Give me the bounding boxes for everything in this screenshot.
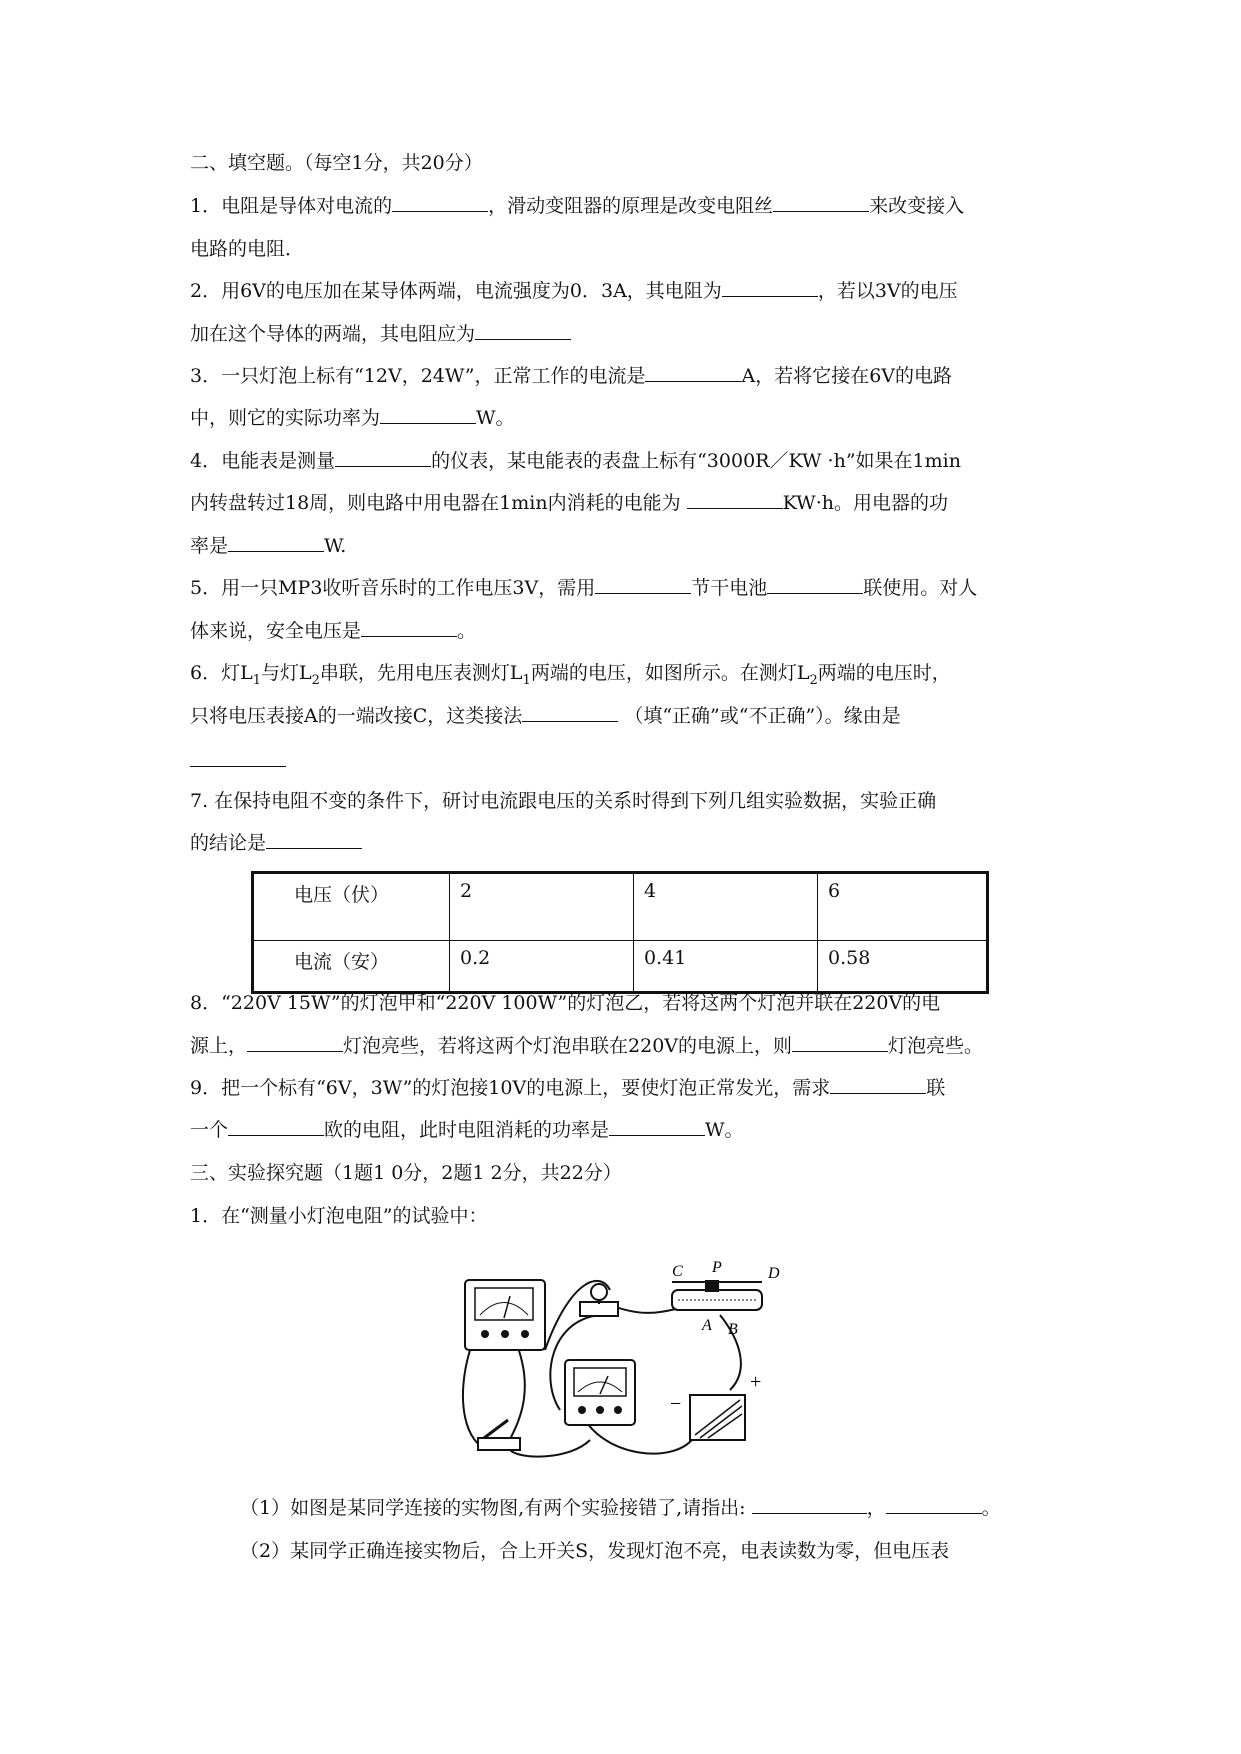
table-cell: 6 (818, 873, 988, 941)
answer-blank[interactable] (228, 533, 324, 552)
label-b: B (728, 1321, 738, 1338)
answer-blank[interactable] (830, 1075, 926, 1094)
answer-blank[interactable] (792, 1033, 888, 1052)
answer-blank[interactable] (722, 278, 818, 297)
question-3-line-1: 3．一只灯泡上标有“12V，24W”，正常工作的电流是 A，若将它接在6V的电路 (190, 365, 953, 387)
question-4-line-2: 内转盘转过18周，则电路中用电器在1min内消耗的电能为 KW·h。用电器的功 (190, 492, 948, 514)
answer-blank[interactable] (266, 830, 362, 849)
table-cell: 电流（安） (253, 941, 450, 993)
question-8-line-1: 8．“220V 15W”的灯泡甲和“220V 100W”的灯泡乙，若将这两个灯泡并联在220V的电 (190, 992, 941, 1014)
question-5-line-1: 5．用一只MP3收听音乐时的工作电压3V，需用 节干电池 联使用。对人 (190, 577, 978, 599)
label-a: A (702, 1317, 712, 1334)
voltmeter-icon (565, 1360, 635, 1425)
answer-blank[interactable] (522, 703, 618, 722)
label-minus: − (670, 1393, 682, 1415)
question-7-line-1: 7. 在保持电阻不变的条件下，研讨电流跟电压的关系时得到下列几组实验数据，实验正确 (190, 790, 937, 812)
rheostat-icon (672, 1280, 762, 1310)
question-9-line-1: 9．把一个标有“6V，3W”的灯泡接10V的电源上，要使灯泡正常发光，需求 联 (190, 1077, 946, 1099)
answer-blank[interactable] (392, 193, 488, 212)
answer-blank[interactable] (609, 1117, 705, 1136)
table-row (253, 941, 988, 993)
table-cell: 4 (634, 873, 818, 941)
answer-blank[interactable] (335, 448, 431, 467)
table-row (253, 873, 988, 941)
switch-icon (478, 1420, 520, 1450)
answer-blank[interactable] (752, 1495, 867, 1514)
answer-blank[interactable] (475, 321, 571, 340)
label-plus: + (750, 1371, 762, 1393)
question-8-line-2: 源上， 灯泡亮些，若将这两个灯泡串联在220V的电源上，则 灯泡亮些。 (190, 1035, 984, 1057)
answer-blank[interactable] (645, 363, 741, 382)
question-5-line-2: 体来说，安全电压是 。 (190, 620, 477, 642)
question-7-line-2: 的结论是 (190, 830, 362, 856)
data-table (251, 871, 989, 994)
answer-blank[interactable] (228, 1117, 324, 1136)
answer-blank[interactable] (767, 575, 863, 594)
question-3-line-2: 中，则它的实际功率为 W。 (190, 407, 515, 429)
question-6-line-1: 6．灯$L_1$与灯$L_2$串联，先用电压表测灯$L_1$两端的电压，如图所示。在测灯$L_2$两端的电压时， (190, 662, 951, 688)
question-4-line-3: 率是 W. (190, 535, 347, 557)
question-1-line-1: 1．电阻是导体对电流的 ，滑动变阻器的原理是改变电阻丝 来改变接入 (190, 195, 965, 217)
question-6-line-2: 只将电压表接A的一端改接C，这类接法 （填“正确”或“不正确”）。缘由是 (190, 705, 901, 727)
section-heading: 二、填空题。（每空1分，共20分） (190, 152, 483, 174)
question-4-line-1: 4．电能表是测量 的仪表，某电能表的表盘上标有“3000R／KW ·h”如果在1min (190, 450, 961, 472)
answer-blank[interactable] (190, 748, 286, 767)
experiment-question-1: 1．在“测量小灯泡电阻”的试验中： (190, 1205, 488, 1227)
question-6-line-3 (190, 748, 286, 774)
table-cell: 电压（伏） (253, 873, 450, 941)
section-heading: 三、实验探究题（1题1 0分，2题1 2分，共22分） (190, 1162, 622, 1184)
table-cell: 0.58 (818, 941, 988, 993)
battery-icon (690, 1395, 745, 1440)
answer-blank[interactable] (595, 575, 691, 594)
answer-blank[interactable] (247, 1033, 343, 1052)
circuit-diagram (450, 1260, 820, 1460)
label-c: C (672, 1263, 683, 1280)
ammeter-icon (465, 1280, 545, 1350)
experiment-subquestion-2: （2）某同学正确连接实物后，合上开关S，发现灯泡不亮，电表读数为零，但电压表 (240, 1540, 950, 1562)
label-d: D (768, 1265, 780, 1282)
question-2-line-2: 加在这个导体的两端，其电阻应为 (190, 321, 571, 347)
experiment-subquestion-1: （1）如图是某同学连接的实物图,有两个实验接错了,请指出: ， 。 (240, 1497, 1001, 1519)
table-cell: 2 (450, 873, 634, 941)
answer-blank[interactable] (773, 193, 869, 212)
label-p: P (712, 1260, 722, 1276)
answer-blank[interactable] (361, 618, 457, 637)
answer-blank[interactable] (380, 405, 476, 424)
question-1-line-2: 电路的电阻． (190, 238, 305, 260)
answer-blank[interactable] (886, 1495, 982, 1514)
answer-blank[interactable] (687, 490, 783, 509)
lamp-icon (580, 1284, 618, 1316)
question-9-line-2: 一个 欧的电阻，此时电阻消耗的功率是 W。 (190, 1119, 744, 1141)
question-2-line-1: 2．用6V的电压加在某导体两端，电流强度为0．3A，其电阻为 ，若以3V的电压 (190, 280, 958, 302)
table-cell: 0.2 (450, 941, 634, 993)
table-cell: 0.41 (634, 941, 818, 993)
